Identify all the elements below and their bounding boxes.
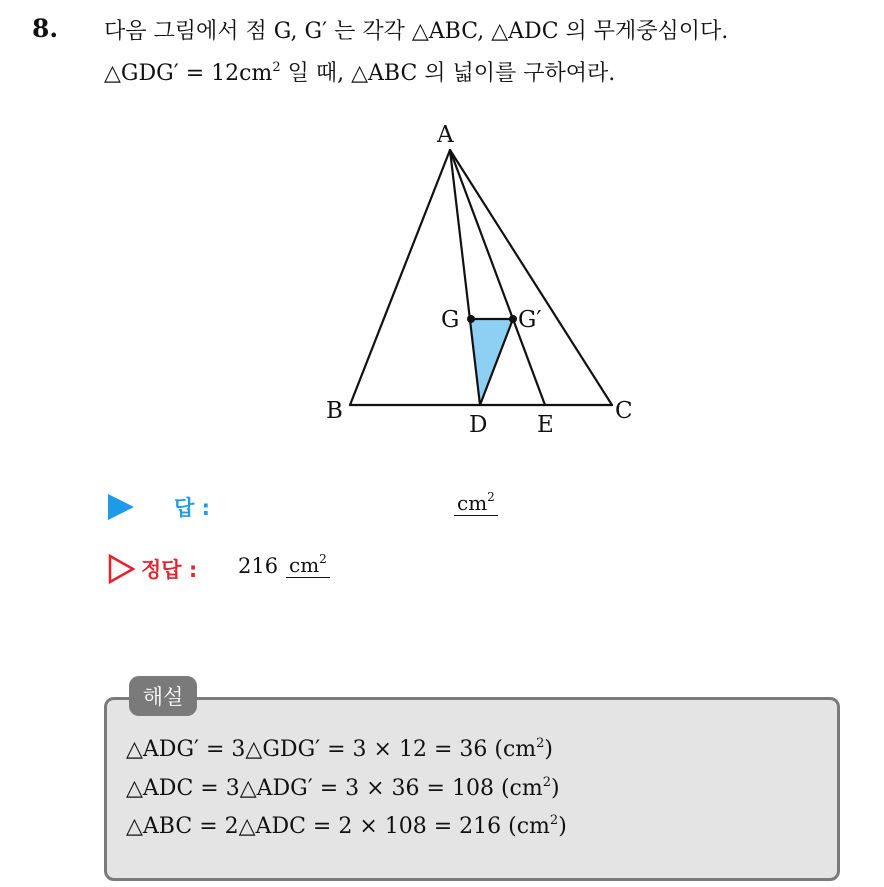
label-g-prime: G′ — [518, 307, 542, 333]
question-number: 8. — [32, 14, 59, 43]
correct-unit-exponent: 2 — [319, 552, 327, 566]
correct-answer-row — [108, 552, 608, 588]
solution-line-exponent: 2 — [549, 813, 559, 828]
solution-line-2 — [126, 775, 560, 801]
solution-line-exponent: 2 — [542, 775, 551, 790]
answer-row — [108, 490, 608, 526]
label-c: C — [615, 398, 633, 424]
point-g — [467, 315, 475, 323]
label-g: G — [441, 307, 460, 333]
outline-arrow-icon — [108, 554, 136, 584]
solution-line-1 — [126, 736, 553, 762]
question-text-line1: 다음 그림에서 점 G, G′ 는 각각 △ABC, △ADC 의 무게중심이다. — [104, 19, 729, 44]
answer-label: 답 : — [174, 496, 210, 520]
answer-unit-exponent: 2 — [487, 490, 495, 504]
label-e: E — [537, 412, 554, 438]
solution-line-close: ) — [551, 776, 560, 801]
label-b: B — [326, 398, 343, 424]
solution-line-close: ) — [544, 737, 554, 762]
label-d: D — [469, 412, 488, 438]
line2-suffix: 일 때, △ABC 의 넓이를 구하여라. — [280, 61, 616, 86]
answer-unit-field[interactable] — [454, 490, 498, 516]
correct-answer-value: 216 — [238, 554, 279, 578]
correct-answer-label: 정답 : — [141, 558, 198, 582]
line2-exponent: 2 — [272, 60, 281, 75]
solution-line-3 — [126, 813, 567, 839]
answer-unit: cm — [457, 491, 488, 515]
solution-line-text: △ADG′ = 3△GDG′ = 3 × 12 = 36 (cm — [126, 737, 537, 762]
solution-line-text: △ADC = 3△ADG′ = 3 × 36 = 108 (cm — [126, 776, 543, 801]
solution-line-exponent: 2 — [536, 736, 545, 751]
correct-unit-text: cm — [289, 553, 320, 577]
correct-answer-unit — [286, 552, 330, 578]
play-arrow-icon — [108, 494, 134, 520]
line2-prefix: △GDG′ = 12cm — [104, 61, 273, 86]
solution-tag: 해설 — [129, 676, 197, 716]
side-ab — [350, 150, 450, 405]
solution-line-text: △ABC = 2△ADC = 2 × 108 = 216 (cm — [126, 814, 550, 839]
point-g2 — [509, 315, 517, 323]
label-a: A — [437, 122, 454, 148]
shaded-triangle-gdg — [471, 319, 513, 405]
solution-line-close: ) — [558, 814, 567, 839]
